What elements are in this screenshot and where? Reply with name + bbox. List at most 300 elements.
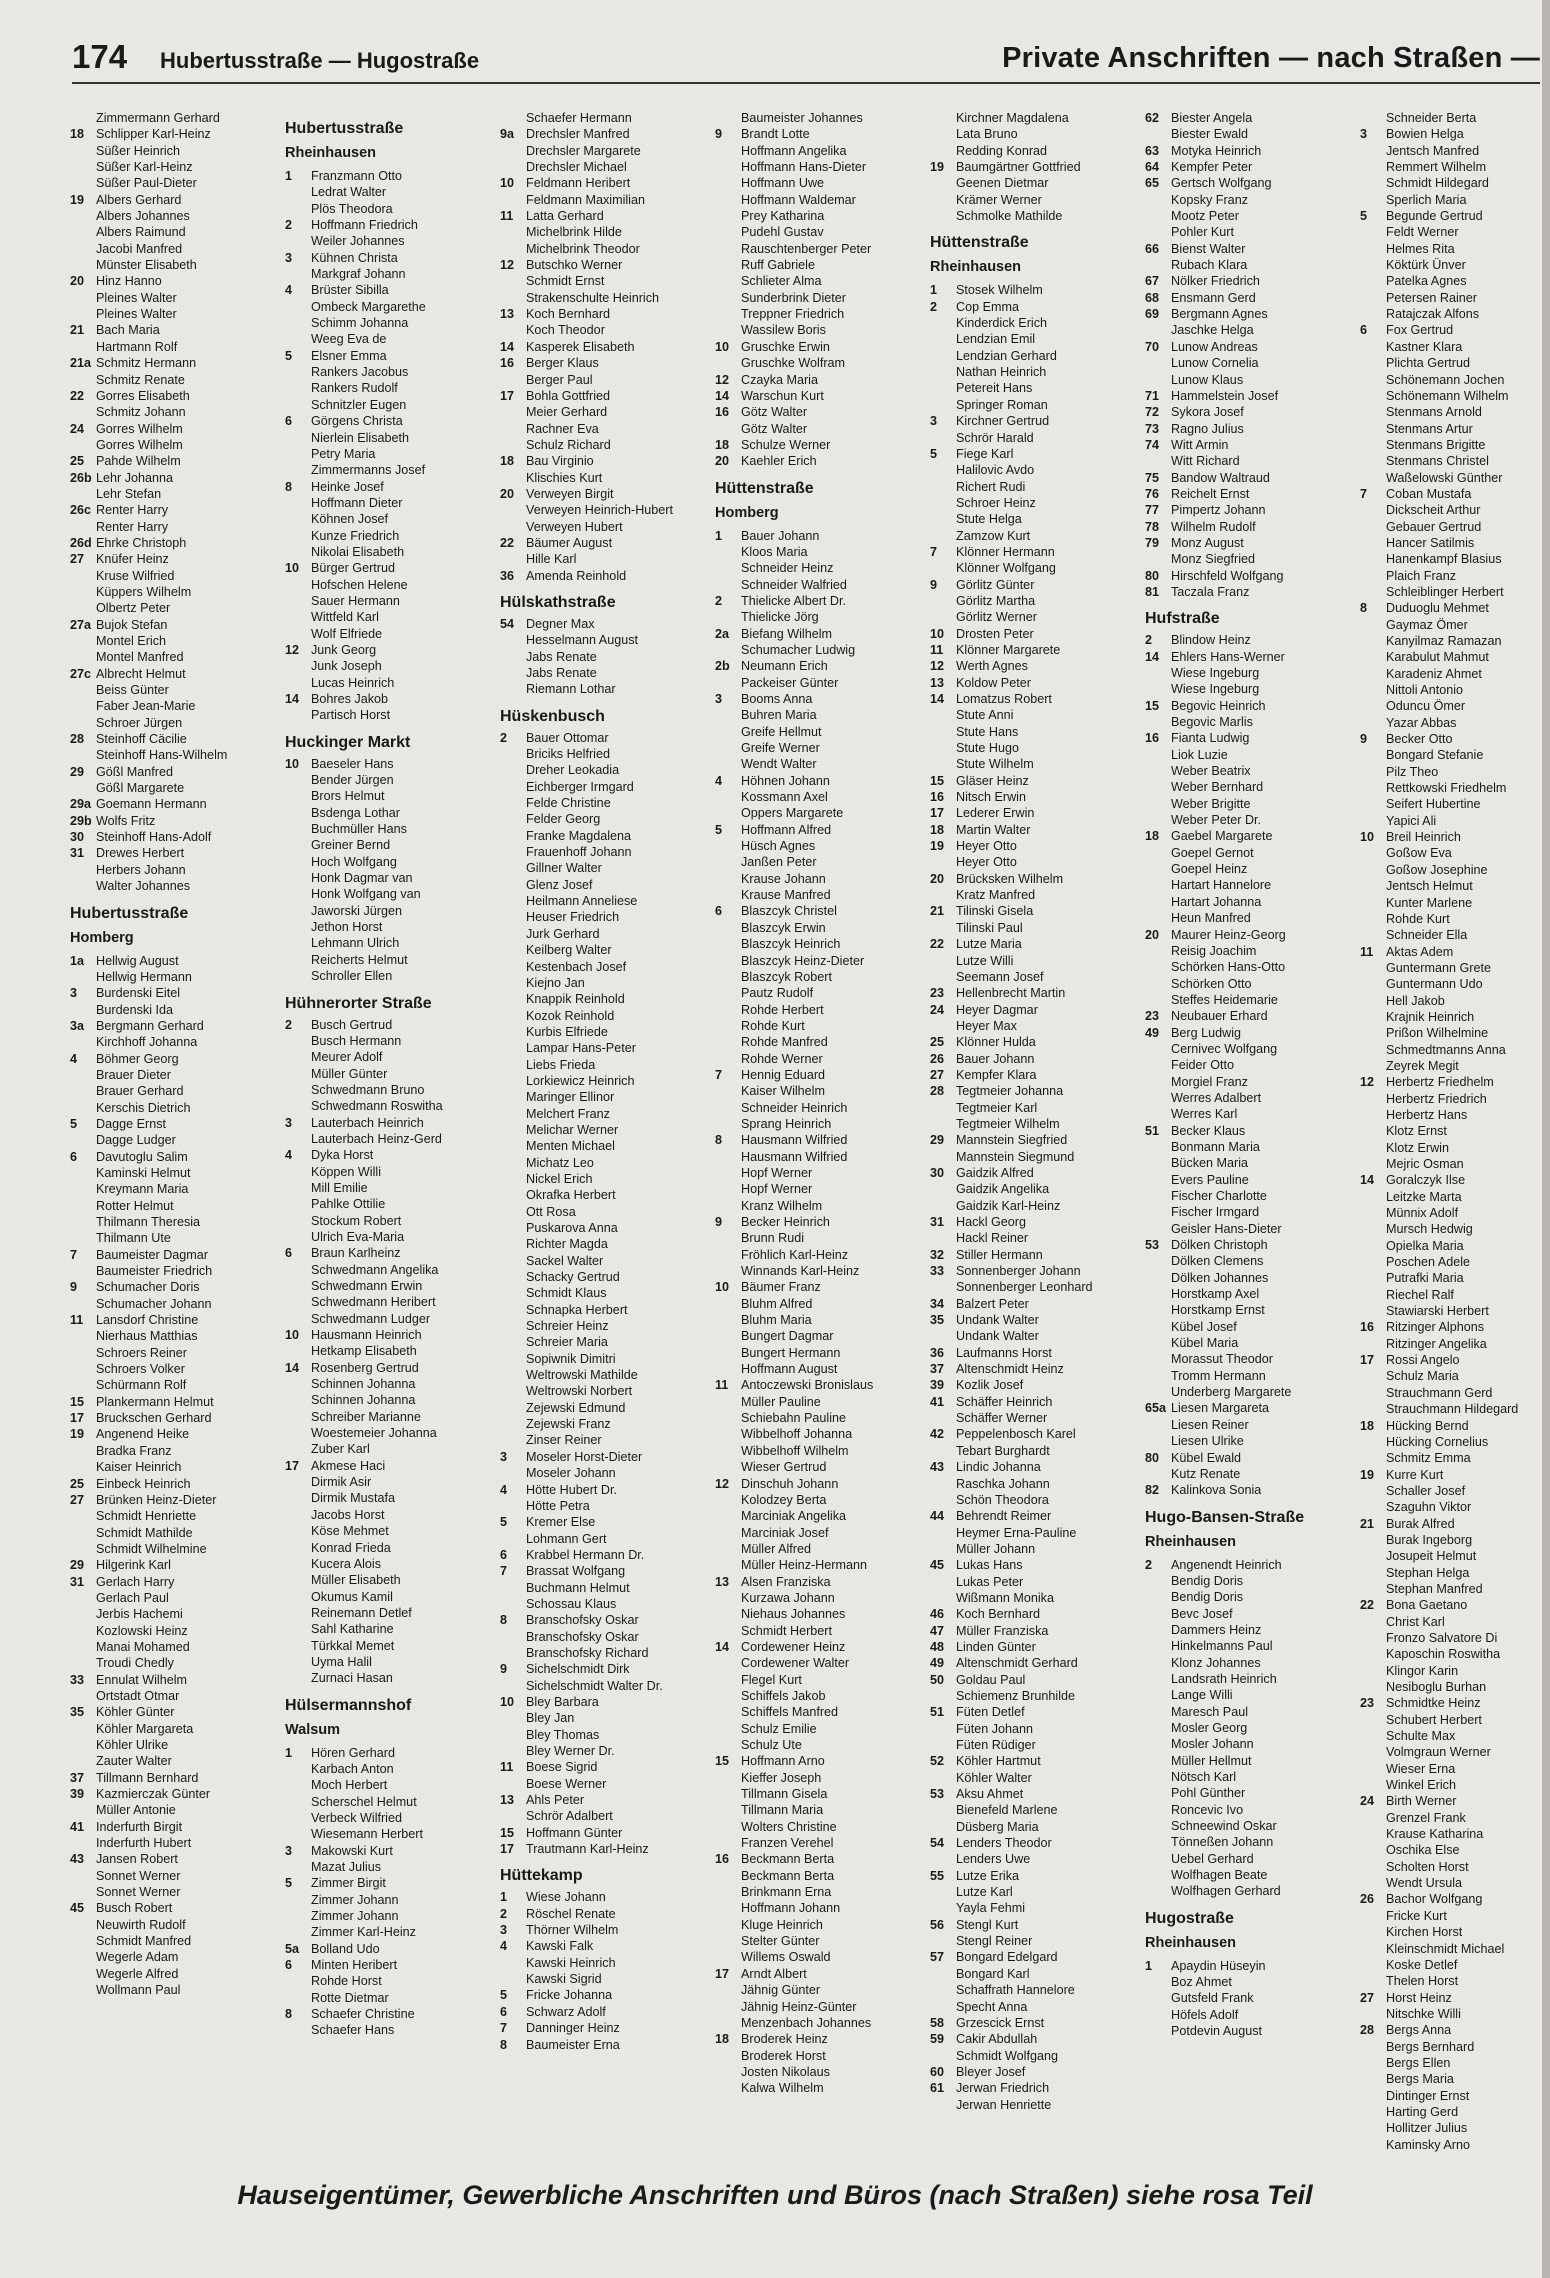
resident-entry xyxy=(715,1704,925,1720)
resident-name: Patelka Agnes xyxy=(1386,274,1467,289)
resident-entry xyxy=(1360,437,1550,453)
house-number: 8 xyxy=(285,2007,293,2022)
resident-name: Bohres Jakob xyxy=(311,692,389,706)
resident-name: Weiler Johannes xyxy=(311,234,405,249)
resident-entry xyxy=(715,724,925,740)
resident-name: Keilberg Walter xyxy=(526,943,612,958)
resident-name: Stenmans Brigitte xyxy=(1386,437,1486,452)
resident-entry xyxy=(500,1089,710,1105)
resident-name: Broderek Heinz xyxy=(741,2032,828,2047)
house-number: 16 xyxy=(1360,1320,1375,1335)
resident-entry xyxy=(500,1416,710,1432)
resident-name: Busch Gertrud xyxy=(311,1017,393,1032)
street-heading: Hugo-Bansen-Straße xyxy=(1145,1508,1305,1526)
resident-entry xyxy=(500,1106,710,1122)
resident-entry xyxy=(1145,257,1355,273)
house-number: 14 xyxy=(715,388,730,403)
resident-entry xyxy=(500,1710,710,1726)
resident-entry xyxy=(1145,519,1355,535)
house-number: 5 xyxy=(500,1988,508,2003)
resident-name: Rankers Jacobus xyxy=(311,365,409,380)
resident-entry xyxy=(715,1100,925,1116)
resident-name: Götz Walter xyxy=(741,405,808,420)
resident-entry xyxy=(285,430,495,446)
resident-entry xyxy=(285,1245,495,1261)
resident-name: Buchmann Helmut xyxy=(526,1580,630,1595)
resident-name: Schinnen Johanna xyxy=(311,1393,416,1408)
resident-name: Kluge Heinrich xyxy=(741,1917,823,1932)
resident-entry xyxy=(70,1802,280,1818)
resident-name: Kremer Else xyxy=(526,1515,596,1530)
resident-name: Melchert Franz xyxy=(526,1106,610,1121)
resident-name: Beckmann Berta xyxy=(741,1868,835,1883)
resident-name: Hartmann Rolf xyxy=(96,339,178,354)
house-number: 6 xyxy=(715,904,723,919)
resident-entry xyxy=(715,1900,925,1916)
resident-entry xyxy=(285,1311,495,1327)
resident-name: Ombeck Margarethe xyxy=(311,299,426,314)
resident-entry xyxy=(1145,730,1355,746)
resident-name: Köhler Walter xyxy=(956,1770,1032,1785)
resident-entry xyxy=(715,1737,925,1753)
resident-entry xyxy=(70,1345,280,1361)
resident-name: Brauer Gerhard xyxy=(96,1084,184,1099)
house-number: 54 xyxy=(500,616,515,631)
resident-entry xyxy=(930,299,1140,315)
resident-entry xyxy=(715,1328,925,1344)
resident-entry xyxy=(715,707,925,723)
resident-name: Martin Walter xyxy=(956,822,1031,837)
resident-entry xyxy=(715,936,925,952)
resident-name: Mannstein Siegmund xyxy=(956,1149,1075,1164)
house-number: 19 xyxy=(930,160,945,175)
resident-name: Latta Gerhard xyxy=(526,209,604,224)
resident-name: Zimmer Karl-Heinz xyxy=(311,1925,416,1940)
resident-entry xyxy=(500,1743,710,1759)
resident-entry xyxy=(500,1808,710,1824)
resident-entry xyxy=(715,322,925,338)
resident-name: Rosenberg Gertrud xyxy=(311,1360,419,1375)
resident-entry xyxy=(285,1196,495,1212)
resident-name: Schwarz Adolf xyxy=(526,2004,606,2019)
house-number: 17 xyxy=(70,1411,85,1426)
resident-name: Sahl Katharine xyxy=(311,1622,394,1637)
resident-entry xyxy=(715,740,925,756)
house-number: 18 xyxy=(1360,1418,1375,1433)
resident-entry xyxy=(1145,959,1355,975)
resident-entry xyxy=(1145,1883,1355,1899)
resident-name: Mootz Peter xyxy=(1171,209,1239,224)
resident-name: Wiese Ingeburg xyxy=(1171,666,1260,680)
resident-name: Kruse Wilfried xyxy=(96,568,175,583)
resident-name: Köhler Günter xyxy=(96,1705,175,1720)
house-number: 2b xyxy=(715,659,730,674)
resident-entry xyxy=(1145,1867,1355,1883)
resident-entry xyxy=(285,1147,495,1163)
resident-entry xyxy=(70,953,280,969)
resident-name: Lehr Johanna xyxy=(96,470,174,485)
resident-entry xyxy=(285,2006,495,2022)
house-number: 51 xyxy=(1145,1123,1160,1138)
resident-name: Bergs Maria xyxy=(1386,2072,1454,2087)
resident-entry xyxy=(930,1377,1140,1393)
resident-entry xyxy=(1145,1974,1355,1990)
resident-name: Müller Hellmut xyxy=(1171,1753,1252,1768)
resident-name: Roncevic Ivo xyxy=(1171,1802,1244,1817)
resident-entry xyxy=(285,1875,495,1891)
resident-entry xyxy=(715,1018,925,1034)
house-number: 18 xyxy=(70,127,85,142)
resident-name: Klotz Ernst xyxy=(1386,1124,1447,1139)
resident-entry xyxy=(930,1770,1140,1786)
resident-entry xyxy=(1360,1761,1550,1777)
resident-entry xyxy=(500,290,710,306)
resident-entry xyxy=(70,1655,280,1671)
resident-entry xyxy=(1360,1042,1550,1058)
resident-entry xyxy=(715,691,925,707)
resident-entry xyxy=(715,609,925,625)
resident-entry xyxy=(715,1247,925,1263)
resident-name: Moseler Horst-Dieter xyxy=(526,1449,643,1464)
resident-name: Breil Heinrich xyxy=(1386,830,1461,845)
resident-name: Schreier Maria xyxy=(526,1335,608,1350)
resident-entry xyxy=(715,822,925,838)
resident-entry xyxy=(285,609,495,625)
resident-entry xyxy=(285,1794,495,1810)
resident-entry xyxy=(70,813,280,829)
resident-entry xyxy=(1145,1818,1355,1834)
resident-name: Gruschke Wolfram xyxy=(741,356,846,371)
resident-name: Schön Theodora xyxy=(956,1492,1049,1507)
resident-name: Wißmann Monika xyxy=(956,1590,1054,1605)
resident-name: Hoffmann Uwe xyxy=(741,176,825,191)
resident-name: Gebauer Gertrud xyxy=(1386,519,1482,534)
resident-entry xyxy=(285,331,495,347)
resident-name: Pilz Theo xyxy=(1386,764,1439,779)
resident-name: Liesen Reiner xyxy=(1171,1417,1249,1432)
resident-name: Wollmann Paul xyxy=(96,1983,181,1998)
resident-entry xyxy=(285,1343,495,1359)
house-number: 1 xyxy=(500,1890,508,1905)
resident-name: Braun Karlheinz xyxy=(311,1246,401,1261)
resident-name: Uyma Halil xyxy=(311,1654,372,1669)
resident-name: Ahls Peter xyxy=(526,1793,585,1808)
resident-name: Cordewener Heinz xyxy=(741,1639,846,1654)
resident-entry xyxy=(70,715,280,731)
resident-entry xyxy=(70,322,280,338)
resident-name: Schreiber Marianne xyxy=(311,1409,421,1424)
resident-entry xyxy=(285,1638,495,1654)
resident-entry xyxy=(500,1253,710,1269)
resident-entry xyxy=(500,502,710,518)
resident-entry xyxy=(930,1917,1140,1933)
resident-entry xyxy=(1360,1810,1550,1826)
house-number: 29b xyxy=(70,813,92,828)
resident-name: Blaszcyk Heinrich xyxy=(741,937,841,952)
resident-name: Laufmanns Horst xyxy=(956,1345,1052,1360)
resident-entry xyxy=(70,1966,280,1982)
resident-name: Brauer Dieter xyxy=(96,1067,171,1082)
resident-name: Nikolai Elisabeth xyxy=(311,544,405,559)
resident-entry xyxy=(70,1672,280,1688)
resident-entry xyxy=(715,593,925,609)
resident-name: Mursch Hedwig xyxy=(1386,1222,1473,1237)
resident-entry xyxy=(930,773,1140,789)
resident-entry xyxy=(500,372,710,388)
resident-name: Montel Erich xyxy=(96,634,166,648)
resident-name: Angenendt Heinrich xyxy=(1171,1557,1282,1572)
resident-entry xyxy=(1360,2022,1550,2038)
resident-entry xyxy=(715,1819,925,1835)
resident-name: Bücken Maria xyxy=(1171,1156,1248,1171)
resident-name: Stenmans Artur xyxy=(1386,421,1473,436)
resident-name: Franzen Verehel xyxy=(741,1836,834,1851)
resident-name: Marciniak Josef xyxy=(741,1525,829,1540)
resident-entry xyxy=(1145,339,1355,355)
resident-entry xyxy=(285,1941,495,1957)
resident-entry xyxy=(1145,1368,1355,1384)
resident-name: Schumacher Ludwig xyxy=(741,642,856,657)
resident-name: Brandt Lotte xyxy=(741,127,810,142)
house-number: 12 xyxy=(930,659,945,674)
resident-entry xyxy=(1360,911,1550,927)
resident-name: Lunow Klaus xyxy=(1171,372,1244,387)
resident-entry xyxy=(1145,1802,1355,1818)
resident-name: Müller Antonie xyxy=(96,1803,176,1818)
resident-entry xyxy=(930,380,1140,396)
resident-name: Nathan Heinrich xyxy=(956,365,1047,380)
resident-name: Lunow Andreas xyxy=(1171,339,1258,354)
resident-name: Kirchner Gertrud xyxy=(956,414,1050,429)
resident-name: Schleiblinger Herbert xyxy=(1386,584,1504,599)
resident-entry xyxy=(1360,1058,1550,1074)
resident-entry xyxy=(500,486,710,502)
resident-name: Zejewski Edmund xyxy=(526,1400,626,1415)
resident-name: Goemann Hermann xyxy=(96,797,207,812)
resident-name: Waßelowski Günther xyxy=(1386,470,1503,485)
resident-entry xyxy=(1360,845,1550,861)
resident-name: Kleinschmidt Michael xyxy=(1386,1941,1505,1956)
resident-name: Schmitz Emma xyxy=(1386,1451,1471,1466)
resident-name: Mazat Julius xyxy=(311,1860,381,1874)
directory-column xyxy=(285,110,495,2039)
resident-entry xyxy=(715,903,925,919)
resident-entry xyxy=(70,1361,280,1377)
house-number: 24 xyxy=(1360,1794,1375,1809)
resident-entry xyxy=(715,544,925,560)
resident-entry xyxy=(70,1606,280,1622)
resident-name: Blindow Heinz xyxy=(1171,633,1251,648)
resident-name: Münster Elisabeth xyxy=(96,258,197,273)
resident-entry xyxy=(285,1033,495,1049)
house-number: 18 xyxy=(500,454,515,469)
resident-name: Monz Siegfried xyxy=(1171,552,1255,567)
resident-entry xyxy=(930,626,1140,642)
header-section-title: Private Anschriften — nach Straßen — xyxy=(1002,42,1540,74)
resident-name: Sauer Hermann xyxy=(311,593,400,608)
resident-entry xyxy=(715,1149,925,1165)
resident-entry xyxy=(500,1971,710,1987)
resident-entry xyxy=(500,975,710,991)
resident-name: Hoffmann Arno xyxy=(741,1754,825,1769)
house-number: 10 xyxy=(285,561,300,576)
resident-entry xyxy=(500,1514,710,1530)
resident-name: Schlieter Alma xyxy=(741,274,822,289)
house-number: 78 xyxy=(1145,519,1160,534)
resident-name: Stute Wilhelm xyxy=(956,757,1034,772)
resident-entry xyxy=(500,470,710,486)
resident-entry xyxy=(1145,421,1355,437)
resident-entry xyxy=(930,1868,1140,1884)
resident-entry xyxy=(930,1247,1140,1263)
resident-name: Tegtmeier Johanna xyxy=(956,1084,1064,1099)
resident-entry xyxy=(285,413,495,429)
resident-name: Ledrat Walter xyxy=(311,185,387,200)
resident-name: Helmes Rita xyxy=(1386,241,1455,256)
resident-name: Koldow Peter xyxy=(956,675,1031,690)
resident-entry xyxy=(285,380,495,396)
resident-name: Pautz Rudolf xyxy=(741,986,814,1001)
resident-name: Jacobs Horst xyxy=(311,1507,385,1522)
house-number: 12 xyxy=(1360,1075,1375,1090)
house-number: 6 xyxy=(285,414,293,429)
resident-entry xyxy=(70,1704,280,1720)
resident-entry xyxy=(285,1826,495,1842)
resident-name: Guntermann Udo xyxy=(1386,977,1483,992)
resident-entry xyxy=(70,192,280,208)
resident-entry xyxy=(500,1318,710,1334)
house-number: 48 xyxy=(930,1639,945,1654)
resident-entry xyxy=(500,1204,710,1220)
resident-name: Müller Günter xyxy=(311,1066,388,1081)
resident-entry xyxy=(285,217,495,233)
house-number: 13 xyxy=(715,1574,730,1589)
resident-entry xyxy=(715,1623,925,1639)
resident-name: Hetkamp Elisabeth xyxy=(311,1344,417,1359)
resident-entry xyxy=(70,437,280,453)
resident-name: Branschofsky Richard xyxy=(526,1645,649,1660)
resident-name: Lorkiewicz Heinrich xyxy=(526,1073,635,1088)
resident-name: Michelbrink Hilde xyxy=(526,225,622,240)
resident-entry xyxy=(1145,241,1355,257)
resident-entry xyxy=(1145,894,1355,910)
resident-name: Weltrowski Norbert xyxy=(526,1384,633,1399)
resident-name: Wiese Johann xyxy=(526,1890,606,1905)
resident-name: Bau Virginio xyxy=(526,454,594,469)
house-number: 5 xyxy=(285,348,293,363)
resident-name: Ratajczak Alfons xyxy=(1386,307,1480,322)
resident-entry xyxy=(715,626,925,642)
resident-name: Brücksken Wilhelm xyxy=(956,871,1064,886)
resident-entry xyxy=(70,486,280,502)
resident-entry xyxy=(285,282,495,298)
resident-entry xyxy=(715,1476,925,1492)
resident-name: Begovic Marlis xyxy=(1171,715,1253,730)
resident-entry xyxy=(1145,763,1355,779)
resident-entry xyxy=(715,110,925,126)
house-number: 14 xyxy=(930,692,945,706)
resident-entry xyxy=(500,1024,710,1040)
resident-name: Thilmann Theresia xyxy=(96,1215,201,1229)
resident-name: Kossmann Axel xyxy=(741,790,828,805)
resident-entry xyxy=(1360,224,1550,240)
resident-entry xyxy=(930,282,1140,298)
house-number: 61 xyxy=(930,2081,945,2096)
resident-entry xyxy=(715,969,925,985)
resident-name: Kempfer Klara xyxy=(956,1067,1037,1082)
resident-name: Schmitz Hermann xyxy=(96,356,197,371)
resident-name: Brünken Heinz-Dieter xyxy=(96,1492,217,1507)
resident-entry xyxy=(930,1672,1140,1688)
house-number: 27 xyxy=(70,552,85,567)
resident-entry xyxy=(1145,1482,1355,1498)
resident-entry xyxy=(285,1670,495,1686)
resident-name: Motyka Heinrich xyxy=(1171,143,1262,158)
resident-name: Meurer Adolf xyxy=(311,1050,383,1065)
resident-entry xyxy=(285,168,495,184)
house-number: 14 xyxy=(1360,1173,1375,1188)
resident-name: Gößl Margarete xyxy=(96,781,185,796)
resident-name: Treppner Friedrich xyxy=(741,307,845,322)
resident-name: Müller Pauline xyxy=(741,1394,821,1409)
resident-name: Lansdorf Christine xyxy=(96,1313,199,1328)
resident-entry xyxy=(1360,780,1550,796)
resident-entry xyxy=(1360,1842,1550,1858)
resident-entry xyxy=(1360,2039,1550,2055)
resident-entry xyxy=(1145,1834,1355,1850)
resident-entry xyxy=(285,772,495,788)
resident-name: Schiffels Manfred xyxy=(741,1705,839,1720)
resident-entry xyxy=(1360,1973,1550,1989)
resident-entry xyxy=(715,159,925,175)
house-number: 26d xyxy=(70,535,92,550)
resident-entry xyxy=(1360,895,1550,911)
resident-entry xyxy=(70,535,280,551)
resident-entry xyxy=(930,805,1140,821)
resident-entry xyxy=(70,1214,280,1230)
resident-entry xyxy=(930,822,1140,838)
resident-entry xyxy=(285,919,495,935)
resident-name: Heilmann Anneliese xyxy=(526,894,638,909)
resident-entry xyxy=(70,126,280,142)
resident-entry xyxy=(1360,1777,1550,1793)
resident-name: Zimmer Johann xyxy=(311,1909,399,1924)
resident-entry xyxy=(285,1777,495,1793)
resident-name: Manai Mohamed xyxy=(96,1639,190,1654)
resident-entry xyxy=(715,1181,925,1197)
street-heading: Hüttenstraße xyxy=(715,479,814,497)
house-number: 26b xyxy=(70,470,92,485)
house-number: 59 xyxy=(930,2032,945,2047)
resident-name: Wolfhagen Gerhard xyxy=(1171,1884,1281,1899)
resident-entry xyxy=(715,1688,925,1704)
resident-entry xyxy=(1145,877,1355,893)
resident-entry xyxy=(930,1067,1140,1083)
resident-entry xyxy=(1145,1057,1355,1073)
resident-entry xyxy=(715,1868,925,1884)
resident-name: Rohde Manfred xyxy=(741,1035,828,1050)
resident-entry xyxy=(1360,1401,1550,1417)
resident-entry xyxy=(715,675,925,691)
resident-entry xyxy=(70,878,280,894)
resident-entry xyxy=(1145,486,1355,502)
resident-entry xyxy=(1360,290,1550,306)
resident-name: Tegtmeier Karl xyxy=(956,1100,1038,1115)
resident-name: Puskarova Anna xyxy=(526,1221,618,1235)
resident-entry xyxy=(715,1541,925,1557)
resident-entry xyxy=(1145,1008,1355,1024)
house-number: 44 xyxy=(930,1509,945,1524)
